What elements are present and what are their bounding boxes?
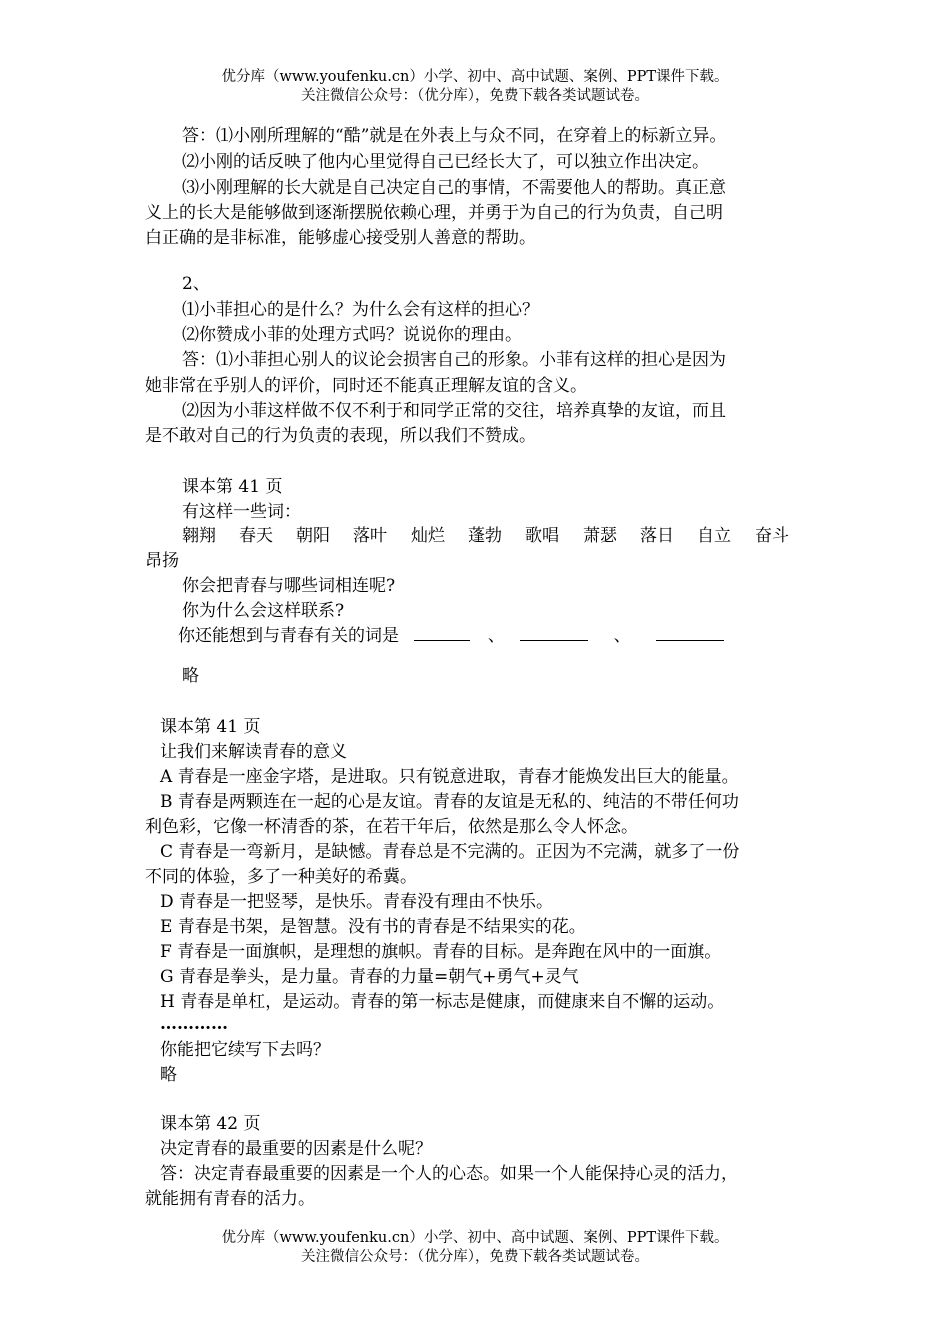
item-b-line-1: B 青春是两颗连在一起的心是友谊。青春的友谊是无私的、纯洁的不带任何功 — [160, 792, 739, 812]
textbook-page-41-a: 课本第 41 页 — [182, 477, 283, 497]
interpret-intro: 让我们来解读青春的意义 — [160, 742, 347, 762]
word-item: 自立 — [697, 526, 731, 546]
item-g: G 青春是拳头，是力量。青春的力量=朝气+勇气+灵气 — [160, 967, 579, 987]
factor-answer-line-1: 答：决定青春最重要的因素是一个人的心态。如果一个人能保持心灵的活力， — [160, 1164, 738, 1184]
textbook-page-42: 课本第 42 页 — [160, 1114, 261, 1134]
page-header-line-2: 关注微信公众号：（优分库），免费下载各类试题试卷。 — [301, 88, 649, 104]
separator: 、 — [613, 626, 631, 646]
page-footer-line-1: 优分库（www.youfenku.cn）小学、初中、高中试题、案例、PPT课件下载。 — [221, 1230, 729, 1246]
page-footer-line-2: 关注微信公众号：（优分库），免费下载各类试题试卷。 — [301, 1249, 649, 1265]
factor-question: 决定青春的最重要的因素是什么呢？ — [160, 1139, 432, 1159]
word-item: 落日 — [640, 526, 674, 546]
answer-2-1-line-2: 她非常在乎别人的评价，同时还不能真正理解友谊的含义。 — [145, 376, 587, 396]
words-question-1: 你会把青春与哪些词相连呢? — [182, 576, 396, 596]
answer-3-line-2: 义上的长大是能够做到逐渐摆脱依赖心理，并勇于为自己的行为负责，自己明 — [145, 203, 723, 223]
item-h: H 青春是单杠，是运动。青春的第一标志是健康，而健康来自不懈的运动。 — [160, 992, 725, 1012]
answer-3-line-3: 白正确的是非标准，能够虚心接受别人善意的帮助。 — [145, 228, 536, 248]
answer-blank-2[interactable] — [520, 624, 588, 641]
answer-1-line: 答：⑴小刚所理解的“酷”就是在外表上与众不同，在穿着上的标新立异。 — [182, 126, 727, 146]
item-e: E 青春是书架，是智慧。没有书的青春是不结果实的花。 — [160, 917, 586, 937]
separator: 、 — [487, 626, 505, 646]
word-item: 歌唱 — [525, 526, 559, 546]
word-item: 萧瑟 — [583, 526, 617, 546]
item-b-line-2: 利色彩，它像一杯清香的茶，在若干年后，依然是那么令人怀念。 — [145, 817, 638, 837]
item-d: D 青春是一把竖琴，是快乐。青春没有理由不快乐。 — [160, 892, 554, 912]
page-header-line-1: 优分库（www.youfenku.cn）小学、初中、高中试题、案例、PPT课件下载。 — [221, 69, 729, 85]
question-2-part-1: ⑴小菲担心的是什么？为什么会有这样的担心？ — [182, 300, 539, 320]
word-item: 奋斗 — [755, 526, 789, 546]
word-item: 春天 — [239, 526, 273, 546]
question-2-part-2: ⑵你赞成小菲的处理方式吗？说说你的理由。 — [182, 325, 522, 345]
word-item: 朝阳 — [296, 526, 330, 546]
answer-2-2-line-2: 是不敢对自己的行为负责的表现，所以我们不赞成。 — [145, 426, 536, 446]
continue-question: 你能把它续写下去吗？ — [160, 1040, 330, 1060]
word-item: 翱翔 — [182, 526, 216, 546]
factor-answer-line-2: 就能拥有青春的活力。 — [145, 1189, 315, 1209]
words-intro: 有这样一些词： — [182, 502, 301, 522]
answer-2-line: ⑵小刚的话反映了他内心里觉得自己已经长大了，可以独立作出决定。 — [182, 152, 709, 172]
words-question-3-text: 你还能想到与青春有关的词是 — [178, 626, 399, 646]
textbook-page-41-b: 课本第 41 页 — [160, 717, 261, 737]
answer-omitted-1: 略 — [182, 666, 199, 686]
ellipsis: ………… — [160, 1014, 228, 1034]
words-question-2: 你为什么会这样联系? — [182, 601, 345, 621]
item-c-line-1: C 青春是一弯新月，是缺憾。青春总是不完满的。正因为不完满，就多了一份 — [160, 842, 740, 862]
answer-blank-3[interactable] — [656, 624, 724, 641]
answer-2-1-line-1: 答：⑴小菲担心别人的议论会损害自己的形象。小菲有这样的担心是因为 — [182, 350, 726, 370]
answer-blank-1[interactable] — [414, 624, 470, 641]
question-number-2: 2、 — [182, 274, 210, 294]
words-question-3 — [178, 624, 724, 648]
answer-3-line-1: ⑶小刚理解的长大就是自己决定自己的事情，不需要他人的帮助。真正意 — [182, 178, 726, 198]
item-f: F 青春是一面旗帜，是理想的旗帜。青春的目标。是奔跑在风中的一面旗。 — [160, 942, 722, 962]
answer-2-2-line-1: ⑵因为小菲这样做不仅不利于和同学正常的交往，培养真挚的友谊，而且 — [182, 401, 726, 421]
item-c-line-2: 不同的体验，多了一种美好的希冀。 — [145, 867, 417, 887]
word-item: 蓬勃 — [468, 526, 502, 546]
word-item-wrapped: 昂扬 — [145, 551, 179, 571]
answer-omitted-2: 略 — [160, 1065, 177, 1085]
word-item: 落叶 — [353, 526, 387, 546]
item-a: A 青春是一座金字塔，是进取。只有锐意进取，青春才能焕发出巨大的能量。 — [160, 767, 739, 787]
word-item: 灿烂 — [411, 526, 445, 546]
